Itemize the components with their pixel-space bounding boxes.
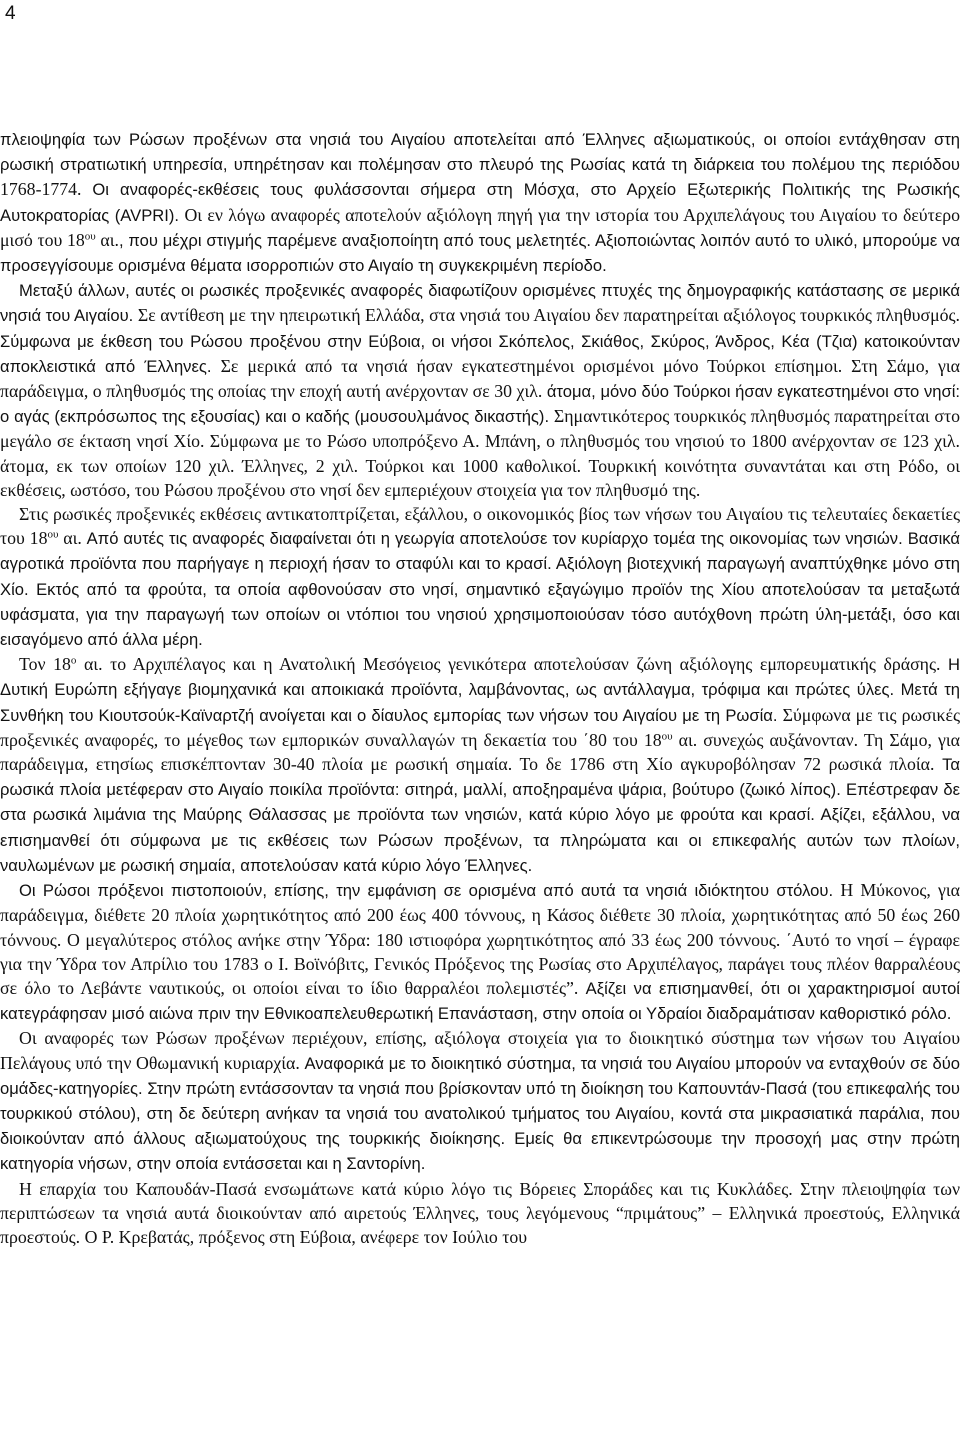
paragraph xyxy=(0,278,960,502)
text-segment: Τα ρωσικά πλοία μετέφεραν στο Αιγαίο ποικίλα προϊόντα: σιτηρά, μαλλί, αποξηραμένα ψάρια, βούτυρο (ζωικό λίπος). Επέστρεφαν δε στα ρωσικά λιμάνια της Μαύρης Θάλασσας με προϊόντα των νησιών, κατά κύριο λόγο με φρούτα και κρασί. Αξίζει, εξάλλου, να επισημανθεί ότι σύμφωνα με τις εκθέσεις των Ρώσων προξένων, τα πληρώματα και οι επικεφαλής αυτών των πλοίων, ναυλωμένων με ρωσική σημαία, αποτελούσαν κατά κύριο λόγο Έλληνες. xyxy=(0,755,960,875)
text-segment: Η επαρχία του Καπουδάν-Πασά ενσωμάτωνε κατά κύριο λόγο τις Βόρειες Σποράδες και τις Κυκλάδες. Στην πλειοψηφία των περιπτώσεων τα νησιά αυτά διοικούνταν από αιρετούς Έλληνες, τους λεγόμενους “πριμάτους” – Ελληνικά προεστούς, Ελληνικά προεστούς. Ο Ρ. Κρεβατάς, πρόξενος στη Εύβοια, ανέφερε τον Ιούλιο του xyxy=(0,1178,960,1247)
text-segment: πλειοψηφία των Ρώσων προξένων στα νησιά του Αιγαίου αποτελείται από Έλληνες αξιωματικούς, οι οποίοι εντάχθησαν στη ρωσική στρατιωτική υπηρεσία, υπηρέτησαν και πολέμησαν στο πλευρό της Ρωσίας κατά τη διάρκεια του πολέμου της περιόδου xyxy=(0,130,960,175)
text-segment: αι. συνεχώς αυξάνονταν. Τη Σάμο, για παράδειγμα, ετησίως επισκέπτονταν 30-40 πλοία με ρωσική σημαία. Το δε 1786 στη Χίο αγκυροβόλησαν 72 ρωσικά πλοία. xyxy=(0,729,960,775)
paragraph xyxy=(0,652,960,878)
text-segment: , που μέχρι στιγμής παρέμενε αναξιοποίητη από τους μελετητές. Αξιοποιώντας λοιπόν αυτό το υλικό, μπορούμε να προσεγγίσουμε ορισμένα θέματα ισορροπιών στο Αιγαίο τη συγκεκριμένη περίοδο. xyxy=(0,230,960,276)
text-segment: Η Δυτική Ευρώπη εξήγαγε βιομηχανικά και αποικιακά προϊόντα, λαμβάνοντας, ως αντάλλαγμα, τρόφιμα και πρώτες ύλες. Μετά τη Συνθήκη του Κιουτσούκ-Καϊναρτζή ανοίγεται και ο δίαυλος εμπορίας των νήσων του Αιγαίου με τη Ρωσία. xyxy=(0,655,960,725)
text-segment: Αναφορικά με το διοικητικό σύστημα, τα νησιά του Αιγαίου μπορούν να ενταχθούν σε δύο ομάδες-κατηγορίες. Στην πρώτη εντάσσονταν τα νησιά που βρίσκονταν υπό τη διοίκηση του Καπουντάν-Πασά (του επικεφαλής του τουρκικού στόλου), στη δε δεύτερη ανήκαν τα νησιά του ανατολικού τμήματος του Αιγαίου, κοντά στα μικρασιατικά παράλια, που διοικούνταν από άλλους αξιωματούχους της τουρκικής διοίκησης. Εμείς θα επικεντρώσουμε την προσοχή μας στην πρώτη κατηγορία νήσων, στην οποία εντάσσεται και η Σαντορίνη. xyxy=(0,1053,960,1174)
text-segment: Στις ρωσικές προξενικές εκθέσεις αντικατοπτρίζεται, εξάλλου, ο οικονομικός βίος των νήσων του Αιγαίου τις τελευταίες δεκαετίες του 18 xyxy=(0,504,960,549)
text-segment: Σύμφωνα με έκθεση του Ρώσου προξένου στην Εύβοια, οι νήσοι Σκόπελος, Σκιάθος, Σκύρος, Άνδρος, Κέα (Τζια) κατοικούνταν αποκλειστικά από Έλληνες. xyxy=(0,331,960,376)
text-segment: 1768-1774. xyxy=(0,179,93,200)
text-segment: αι. το Αρχιπέλαγος και η Ανατολική Μεσόγειος γενικότερα αποτελούσαν ζώνη αξιόλογης εμπορευματικής δράσης. xyxy=(76,654,949,675)
paragraph xyxy=(0,1026,960,1176)
text-segment: αι. xyxy=(58,528,87,549)
paragraph xyxy=(0,127,960,278)
body-text xyxy=(0,127,960,1249)
text-segment: Σύμφωνα με τις ρωσικές προξενικές αναφορές, το μέγεθος των εμπορικών συναλλαγών τη δεκαετία του ΄80 του 18 xyxy=(0,704,960,750)
text-segment: Σημαντικότερος τουρκικός πληθυσμός παρατηρείται στο μεγάλο σε έκταση νησί Χίο. Σύμφωνα με το Ρώσο υποπρόξενο Α. Μπάνη, ο πληθυσμός του νησιού το 1800 ανέρχονταν σε 123 χιλ. άτομα, εκ των οποίων 120 χιλ. Έλληνες, 2 χιλ. Τούρκοι και 1000 καθολικοί. Τουρκική κοινότητα συναντάται και στη Ρόδο, οι εκθέσεις, ωστόσο, του Ρώσου προξένου στο νησί δεν εμπεριέχουν στοιχεία για τον πληθυσμό της. xyxy=(0,406,960,500)
superscript-ordinal: ο xyxy=(70,654,77,667)
paragraph xyxy=(0,1177,960,1250)
text-segment: αι. xyxy=(95,229,119,250)
text-segment: Τον 18 xyxy=(19,654,71,675)
text-segment: Μεταξύ άλλων, αυτές οι ρωσικές προξενικές αναφορές διαφωτίζουν ορισμένες πτυχές της δημογραφικής κατάστασης σε μερικά νησιά του Αιγαίου. xyxy=(0,281,960,326)
superscript-ordinal: ου xyxy=(84,230,96,243)
text-segment: Από αυτές τις αναφορές διαφαίνεται ότι η γεωργία αποτελούσε τον κυρίαρχο τομέα της οικονομίας των νησιών. Βασικά αγροτικά προϊόντα που παρήγαγε η περιοχή ήσαν το σταφύλι και το κρασί. Αξιόλογη βιοτεχνική παραγωγή αναπτύχθηκε μόνο στη Χίο. Εκτός από τα φρούτα, τα οποία αφθονούσαν στο νησί, σημαντικό εξαγώγιμο προϊόν της Χίου αποτελούσαν τα μεταξωτά υφάσματα, για την παραγωγή των οποίων οι ντόπιοι του νησιού χρησιμοποιούσαν τόσο αυτόχθονη πρώτη ύλη-μετάξι, όσο και εισαγόμενο από άλλα μέρη. xyxy=(0,529,960,650)
text-segment: Αξίζει να επισημανθεί, ότι οι χαρακτηρισμοί αυτοί κατεγράφησαν μισό αιώνα πριν την Εθνικοαπελευθερωτική Επανάσταση, στην οποία οι Υδραίοι διαδραμάτισαν καθοριστικό ρόλο. xyxy=(0,978,960,1024)
text-segment: Οι Ρώσοι πρόξενοι πιστοποιούν, επίσης, την εμφάνιση σε ορισμένα από αυτά τα νησιά ιδιόκτητου στόλου. xyxy=(19,881,841,901)
text-segment: άτομα, μόνο δύο Τούρκοι ήσαν εγκατεστημένοι στο νησί: ο αγάς (εκπρόσωπος της εξουσίας) και ο καδής (μουσουλμάνος δικαστής). xyxy=(0,382,960,427)
text-segment: Σε αντίθεση με την ηπειρωτική Ελλάδα, στα νησιά του Αιγαίου δεν παρατηρείται αξιόλογος τουρκικός πληθυσμός. xyxy=(137,305,960,326)
paragraph xyxy=(0,502,960,652)
superscript-ordinal: ου xyxy=(47,528,59,541)
superscript-ordinal: ου xyxy=(661,730,673,743)
text-segment: Οι εν λόγω αναφορές αποτελούν αξιόλογη πηγή για την ιστορία του Αρχιπελάγους του Αιγαίου το δεύτερο μισό του 18 xyxy=(0,204,960,250)
page-number: 4 xyxy=(5,3,16,24)
text-segment: Οι αναφορές των Ρώσων προξένων περιέχουν, επίσης, αξιόλογα στοιχεία για το διοικητικό σύστημα των νήσων του Αιγαίου Πελάγους υπό την Οθωμανική κυριαρχία. xyxy=(0,1028,960,1073)
paragraph xyxy=(0,878,960,1026)
text-segment: Η Μύκονος, για παράδειγμα, διέθετε 20 πλοία χωρητικότητος από 200 έως 400 τόννους, η Κάσος διέθετε 30 πλοία, χωρητικότητας από 50 έως 260 τόννους. Ο μεγαλύτερος στόλος ανήκε στην Ύδρα: 180 ιστιοφόρα χωρητικότητος από 33 έως 200 τόννους. ΄Αυτό το νησί – έγραφε για την Ύδρα τον Απρίλιο του 1783 ο Ι. Βοϊνόβιτς, Γενικός Πρόξενος της Ρωσίας στο Αρχιπέλαγος, παράγει τους πλέον θαρραλέους σε όλο το Λεβάντε ναυτικούς, οι οποίοι είναι το ίδιο θαρραλέοι πολεμιστές”. xyxy=(0,880,960,998)
text-segment: Σε μερικά από τα νησιά ήσαν εγκατεστημένοι ορισμένοι μόνο Τούρκοι επίσημοι. Στη Σάμο, για παράδειγμα, ο πληθυσμός της οποίας την εποχή αυτή ανέρχονταν σε 30 χιλ. xyxy=(0,355,960,402)
text-segment: Οι αναφορές-εκθέσεις τους φυλάσσονται σήμερα στη Μόσχα, στο Αρχείο Εξωτερικής Πολιτικής της Ρωσικής Αυτοκρατορίας (AVPRI). xyxy=(0,180,960,225)
